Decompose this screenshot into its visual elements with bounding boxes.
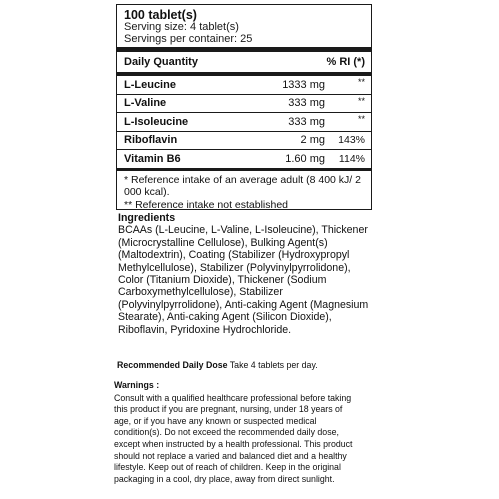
nutrient-ri: **: [357, 114, 365, 124]
nutrient-ri: 143%: [338, 134, 365, 147]
warnings-line: this product if you are pregnant, nursing, under 18 years of: [114, 404, 343, 415]
ingredients-heading: Ingredients: [118, 212, 176, 224]
ingredients-line: Color (Titanium Dioxide), Thickener (Sodium: [118, 274, 327, 287]
nutrient-ri: 114%: [338, 152, 365, 165]
warnings-line: except when instructed by a health professional. This product: [114, 438, 353, 449]
nutrient-amount: 1.60 mg: [285, 152, 325, 165]
ingredients-line: Carboxymethylcellulose), Stabilizer: [118, 286, 283, 299]
col-daily-quantity: Daily Quantity: [124, 56, 198, 68]
ingredients-line: BCAAs (L-Leucine, L-Valine, L-Isoleucine), Thickener: [118, 224, 368, 237]
panel-header: [117, 5, 371, 45]
ingredients-line: Methylcellulose), Stabilizer (Polyvinylpyrrolidone),: [118, 261, 351, 274]
warnings-heading: Warnings :: [114, 380, 160, 390]
ingredients-line: Stearate), Anti-caking Agent (Silicon Dioxide),: [118, 311, 332, 324]
warnings-line: lifestyle. Keep out of reach of children. Keep in the original: [114, 462, 341, 473]
table-row: [117, 95, 371, 113]
tablet-count: 100 tablet(s): [124, 8, 197, 22]
reference-note: * Reference intake of an average adult (8 400 kJ/ 2 000 kcal).: [124, 173, 361, 198]
table-row: [117, 113, 371, 131]
table-row: [117, 132, 371, 150]
servings-per-container: Servings per container: 25: [124, 32, 253, 45]
nutrient-name: Riboflavin: [124, 134, 178, 147]
ingredients-section: [118, 212, 376, 336]
daily-dose: [117, 360, 417, 371]
ingredients-line: (Polyvinylpyrrolidone), Anti-caking Agent (Magnesium: [118, 298, 369, 311]
column-header: [117, 52, 371, 72]
reference-notes: [117, 171, 371, 212]
daily-dose-text: Take 4 tablets per day.: [227, 360, 318, 370]
warnings-line: condition(s). Do not exceed the recommended daily dose,: [114, 427, 339, 438]
table-row: [117, 150, 371, 168]
nutrient-ri: **: [357, 95, 365, 106]
nutrient-name: L-Leucine: [124, 78, 176, 91]
ingredients-line: Riboflavin, Pyridoxine Hydrochloride.: [118, 323, 292, 336]
serving-size: Serving size: 4 tablet(s): [124, 21, 239, 33]
warnings-line: should not replace a varied and balanced diet and a healthy: [114, 450, 347, 461]
daily-dose-label: Recommended Daily Dose: [117, 360, 228, 370]
nutrient-name: L-Valine: [124, 97, 167, 110]
warnings-section: [114, 380, 404, 485]
col-ri: % RI (*): [326, 56, 365, 68]
ingredients-line: (Microcrystalline Cellulose), Bulking Agent(s): [118, 236, 328, 249]
table-row: [117, 76, 371, 94]
warnings-line: Consult with a qualified healthcare professional before taking: [114, 392, 352, 403]
nutrient-amount: 1333 mg: [282, 78, 325, 91]
nutrient-amount: 2 mg: [300, 134, 325, 147]
nutrient-name: L-Isoleucine: [124, 115, 189, 128]
nutrient-ri: **: [357, 77, 365, 87]
nutrient-name: Vitamin B6: [124, 152, 181, 165]
nutrient-amount: 333 mg: [288, 115, 325, 128]
warnings-line: packaging in a cool, dry place, away from direct sunlight.: [114, 473, 335, 484]
nutrition-panel: [116, 4, 372, 210]
ingredients-line: (Maltodextrin), Coating (Stabilizer (Hydroxypropyl: [118, 249, 350, 262]
reference-note: ** Reference intake not established: [124, 198, 289, 211]
nutrient-amount: 333 mg: [288, 97, 325, 110]
warnings-line: age, or if you have any known or suspected medical: [114, 415, 317, 426]
